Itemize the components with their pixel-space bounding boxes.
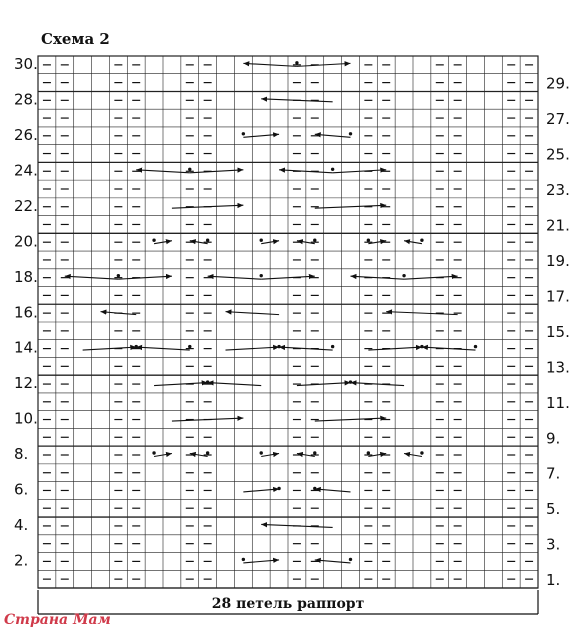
row-number-odd: 21. (546, 216, 570, 235)
yarn-over-dot (474, 345, 477, 348)
cable-arrow (101, 312, 137, 315)
yarn-over-dot (152, 239, 155, 242)
row-number-odd: 19. (546, 251, 570, 270)
cable-arrow (243, 134, 279, 137)
yarn-over-dot (206, 380, 209, 383)
row-number-even: 6. (14, 480, 29, 499)
yarn-over-dot (188, 345, 191, 348)
yarn-over-dot (260, 451, 263, 454)
yarn-over-dot (242, 558, 245, 561)
row-number-odd: 7. (546, 464, 561, 483)
yarn-over-dot (420, 239, 423, 242)
yarn-over-dot (206, 451, 209, 454)
row-number-even: 18. (14, 267, 38, 286)
watermark-text: Страна Мам (4, 612, 111, 628)
yarn-over-dot (331, 168, 334, 171)
cable-arrow (315, 489, 351, 492)
yarn-over-dot (206, 239, 209, 242)
cable-arrow (243, 560, 279, 563)
row-number-even: 10. (14, 409, 38, 428)
yarn-over-dot (277, 345, 280, 348)
yarn-over-dot (117, 274, 120, 277)
row-number-even: 22. (14, 196, 38, 215)
row-number-even: 30. (14, 55, 38, 73)
yarn-over-dot (313, 239, 316, 242)
row-number-odd: 13. (546, 358, 570, 377)
row-number-even: 14. (14, 338, 38, 357)
row-number-even: 20. (14, 232, 38, 251)
yarn-over-dot (420, 345, 423, 348)
yarn-over-dot (277, 487, 280, 490)
cable-arrow (315, 560, 351, 563)
cable-arrow (315, 418, 386, 421)
row-number-odd: 29. (546, 74, 570, 93)
yarn-over-dot (331, 345, 334, 348)
row-number-even: 24. (14, 161, 38, 180)
row-number-odd: 25. (546, 145, 570, 164)
row-number-odd: 3. (546, 535, 561, 554)
row-number-even: 12. (14, 374, 38, 393)
row-number-odd: 23. (546, 181, 570, 199)
yarn-over-dot (420, 451, 423, 454)
repeat-bracket (38, 592, 538, 616)
row-number-even: 28. (14, 90, 38, 109)
yarn-over-dot (188, 168, 191, 171)
cable-arrow (386, 312, 457, 315)
yarn-over-dot (295, 61, 298, 64)
row-number-even: 16. (14, 303, 38, 322)
row-number-even: 26. (14, 125, 38, 144)
repeat-label: 28 петель раппорт (200, 596, 377, 612)
cable-arrow (172, 205, 243, 208)
yarn-over-dot (367, 239, 370, 242)
row-number-even: 8. (14, 445, 29, 464)
yarn-over-dot (367, 451, 370, 454)
row-number-odd: 11. (546, 393, 570, 412)
cable-arrow (243, 489, 279, 492)
row-number-even: 2. (14, 551, 29, 570)
row-number-odd: 15. (546, 322, 570, 341)
row-number-odd: 27. (546, 110, 570, 129)
yarn-over-dot (349, 558, 352, 561)
cable-arrow (261, 99, 332, 102)
yarn-over-dot (135, 345, 138, 348)
cable-arrow (315, 134, 351, 137)
cable-arrow (315, 205, 386, 208)
row-number-odd: 9. (546, 429, 561, 448)
row-number-even: 4. (14, 516, 29, 535)
yarn-over-dot (313, 487, 316, 490)
row-number-odd: 5. (546, 500, 561, 519)
yarn-over-dot (349, 380, 352, 383)
yarn-over-dot (402, 274, 405, 277)
chart-title: Схема 2 (41, 30, 110, 48)
row-number-odd: 1. (546, 571, 561, 590)
row-number-odd: 17. (546, 287, 570, 306)
yarn-over-dot (313, 451, 316, 454)
yarn-over-dot (260, 274, 263, 277)
yarn-over-dot (260, 239, 263, 242)
cable-arrow (172, 418, 243, 421)
yarn-over-dot (242, 132, 245, 135)
yarn-over-dot (349, 132, 352, 135)
yarn-over-dot (152, 451, 155, 454)
cable-arrow (261, 524, 332, 527)
